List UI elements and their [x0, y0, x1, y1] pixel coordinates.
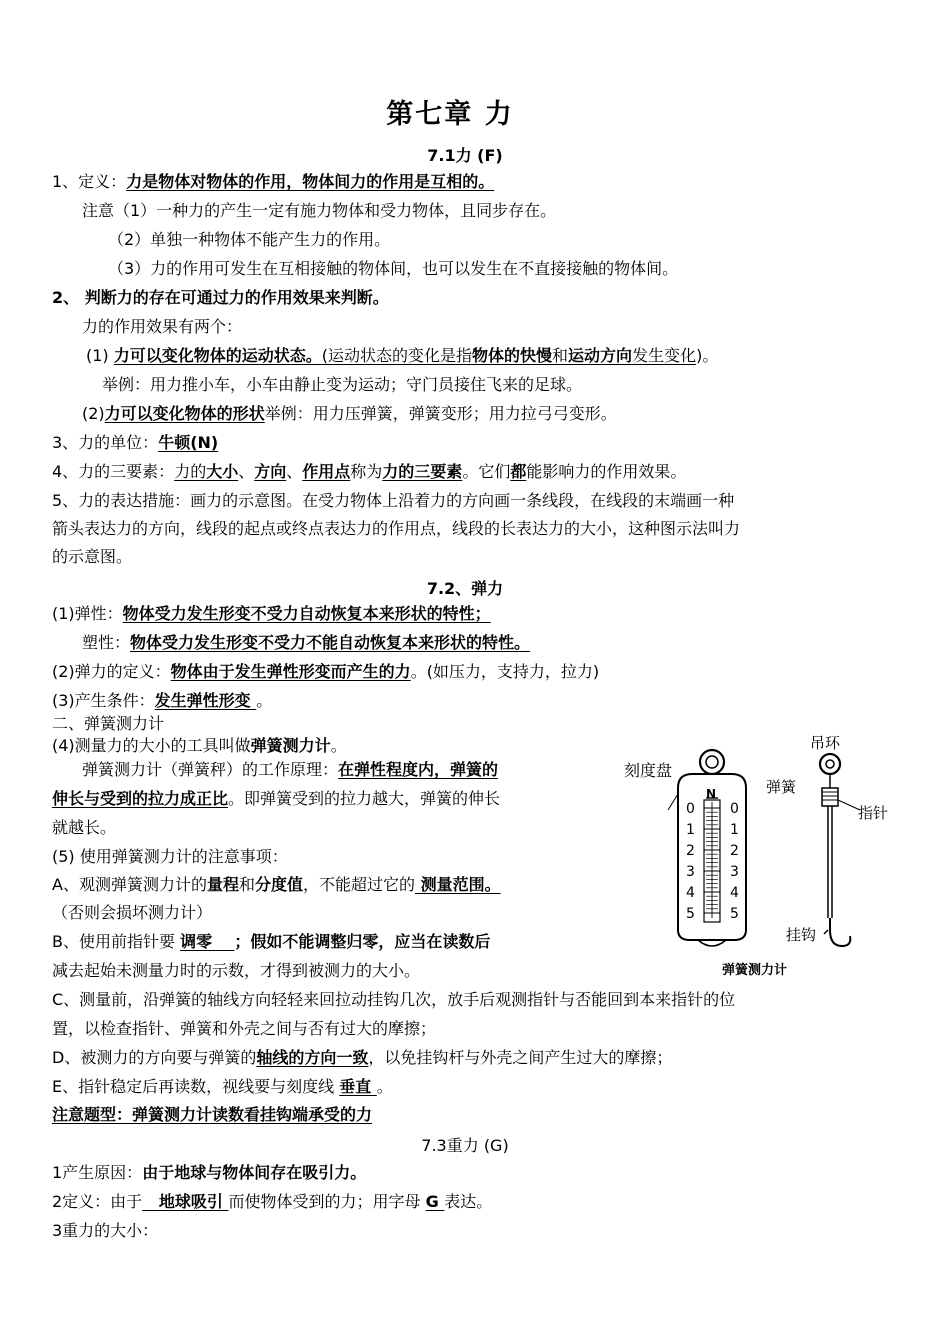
tick-label-right: 3 [730, 864, 739, 880]
elasticity: (1)弹性：物体受力发生形变不受力自动恢复本来形状的特性； [52, 604, 491, 623]
force-definition: 1、定义：力是物体对物体的作用，物体间力的作用是互相的。 [52, 172, 495, 191]
scale-front-view [668, 750, 746, 946]
three-elements: 4、力的三要素：力的大小、方向、作用点称为力的三要素。它们都能影响力的作用效果。 [52, 462, 687, 481]
tick-label-right: 1 [730, 822, 739, 838]
usage-heading: (5) 使用弹簧测力计的注意事项： [52, 847, 288, 866]
label-dial: 刻度盘 [624, 761, 673, 780]
section-7-1-heading: 7.1力 (F) [427, 146, 503, 165]
tick-label-left: 4 [686, 885, 695, 901]
usage-b-line-2: 减去起始未测量力时的示数，才得到被测力的大小。 [52, 961, 421, 980]
tick-label-left: 2 [686, 843, 695, 859]
note-question-type: 注意题型：弹簧测力计读数看挂钩端承受的力 [52, 1105, 373, 1124]
scale-ticks [686, 801, 739, 922]
plasticity: 塑性：物体受力发生形变不受力不能自动恢复本来形状的特性。 [82, 633, 531, 652]
judge-force: 2、 判断力的存在可通过力的作用效果来判断。 [52, 288, 389, 307]
usage-a-note: （否则会损坏测力计） [52, 903, 213, 922]
section-7-3-heading: 7.3重力 (G) [421, 1136, 509, 1155]
tick-label-left: 1 [686, 822, 695, 838]
unit-label: N [706, 787, 717, 801]
usage-a: A、观测弹簧测力计的量程和分度值，不能超过它的 测量范围。 [52, 875, 501, 894]
gravity-cause: 1产生原因：由于地球与物体间存在吸引力。 [52, 1163, 367, 1182]
principle-line-1: 弹簧测力计（弹簧秤）的工作原理：在弹性程度内，弹簧的 [82, 760, 499, 779]
label-pointer: 指针 [858, 804, 889, 822]
example-1: 举例：用力推小车，小车由静止变为运动；守门员接住飞来的足球。 [102, 375, 583, 394]
effects-intro: 力的作用效果有两个： [82, 317, 243, 336]
note-1: 注意（1）一种力的产生一定有施力物体和受力物体，且同步存在。 [82, 201, 557, 220]
label-spring: 弹簧 [766, 778, 797, 796]
label-hook: 挂钩 [786, 926, 817, 944]
usage-c-line-1: C、测量前，沿弹簧的轴线方向轻轻来回拉动挂钩几次，放手后观测指针与否能回到本来指针的位 [52, 990, 736, 1009]
gravity-magnitude: 3重力的大小： [52, 1221, 159, 1240]
representation-line-3: 的示意图。 [52, 547, 133, 566]
chapter-title: 第七章 力 [386, 99, 514, 130]
usage-c-line-2: 置，以检查指针、弹簧和外壳之间与否有过大的摩擦； [52, 1019, 437, 1038]
label-ring: 吊环 [810, 734, 841, 752]
force-unit: 3、力的单位：牛顿(N) [52, 433, 219, 452]
principle-line-2: 伸长与受到的拉力成正比。即弹簧受到的拉力越大，弹簧的伸长 [52, 789, 501, 808]
gravity-definition: 2定义：由于 地球吸引 而使物体受到的力；用字母 G 表达。 [52, 1192, 493, 1211]
scale-side-view [820, 754, 860, 946]
tick-label-right: 2 [730, 843, 739, 859]
spring-scale-subheading: 二、弹簧测力计 [52, 714, 165, 733]
measuring-tool: (4)测量力的大小的工具叫做弹簧测力计。 [52, 736, 347, 755]
note-2: （2）单独一种物体不能产生力的作用。 [108, 230, 391, 249]
condition: (3)产生条件：发生弹性形变 。 [52, 691, 273, 710]
tick-label-right: 0 [730, 801, 739, 817]
usage-e: E、指针稳定后再读数，视线要与刻度线 垂直 。 [52, 1077, 393, 1096]
tick-label-right: 4 [730, 885, 739, 901]
tick-label-left: 0 [686, 801, 695, 817]
tick-label-right: 5 [730, 906, 739, 922]
effect-1: (1) 力可以变化物体的运动状态。(运动状态的变化是指物体的快慢和运动方向发生变化)。 [86, 346, 719, 365]
note-3: （3）力的作用可发生在互相接触的物体间，也可以发生在不直接接触的物体间。 [108, 259, 679, 278]
figure-caption: 弹簧测力计 [722, 963, 788, 978]
representation-line-1: 5、力的表达措施：画力的示意图。在受力物体上沿着力的方向画一条线段，在线段的末端画一种 [52, 491, 735, 510]
spring-scale-figure [610, 730, 910, 990]
effect-2: (2)力可以变化物体的形状举例：用力压弹簧，弹簧变形；用力拉弓弓变形。 [82, 404, 617, 423]
tick-label-left: 5 [686, 906, 695, 922]
section-7-2-heading: 7.2、弹力 [426, 579, 504, 598]
principle-line-3: 就越长。 [52, 818, 117, 837]
usage-b: B、使用前指针要 调零 ；假如不能调整归零，应当在读数后 [52, 932, 491, 951]
elastic-force-definition: (2)弹力的定义：物体由于发生弹性形变而产生的力。(如压力，支持力，拉力) [52, 662, 600, 681]
tick-label-left: 3 [686, 864, 695, 880]
usage-d: D、被测力的方向要与弹簧的轴线的方向一致，以免挂钩杆与外壳之间产生过大的摩擦； [52, 1048, 673, 1067]
representation-line-2: 箭头表达力的方向，线段的起点或终点表达力的作用点，线段的长表达力的大小，这种图示法叫力 [52, 519, 741, 538]
